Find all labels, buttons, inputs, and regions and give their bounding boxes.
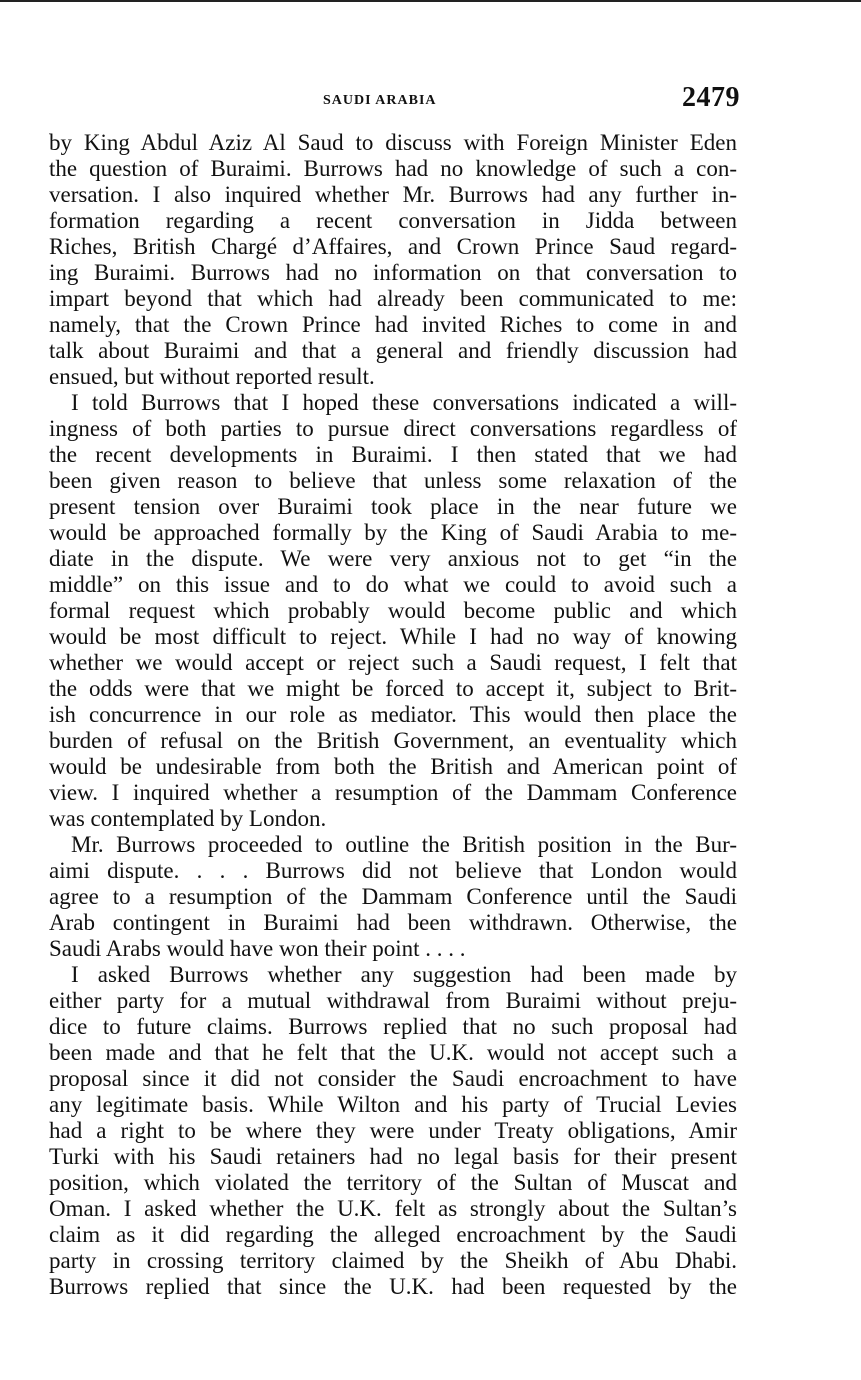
running-head-title: SAUDI ARABIA [323, 93, 437, 108]
text-line: claim as it did regarding the alleged encroachment by the Saudi [49, 1222, 737, 1247]
text-line: Arab contingent in Buraimi had been withdrawn. Otherwise, the [49, 910, 737, 935]
paragraph-first-line: I asked Burrows whether any suggestion had been made by [71, 962, 737, 987]
page-number: 2479 [682, 82, 740, 113]
text-line: formation regarding a recent conversation in Jidda between [49, 208, 737, 233]
running-head [0, 82, 861, 118]
text-line: would be approached formally by the King of Saudi Arabia to me- [49, 520, 737, 545]
text-line: view. I inquired whether a resumption of the Dammam Conference [49, 780, 737, 805]
text-line: Turki with his Saudi retainers had no legal basis for their present [49, 1144, 737, 1169]
text-line: versation. I also inquired whether Mr. Burrows had any further in- [49, 182, 737, 207]
text-line: impart beyond that which had already been communicated to me: [49, 286, 737, 311]
text-line: namely, that the Crown Prince had invited Riches to come in and [49, 312, 737, 337]
text-line: the question of Buraimi. Burrows had no knowledge of such a con- [49, 156, 737, 181]
text-line: agree to a resumption of the Dammam Conference until the Saudi [49, 884, 737, 909]
text-line: party in crossing territory claimed by the Sheikh of Abu Dhabi. [49, 1248, 737, 1273]
text-line: ing Buraimi. Burrows had no information on that conversation to [49, 260, 737, 285]
text-line: Oman. I asked whether the U.K. felt as strongly about the Sultan’s [49, 1196, 737, 1221]
text-line: present tension over Buraimi took place in the near future we [49, 494, 737, 519]
text-line: either party for a mutual withdrawal from Buraimi without preju- [49, 988, 737, 1013]
text-line: been made and that he felt that the U.K. would not accept such a [49, 1040, 737, 1065]
text-line: been given reason to believe that unless some relaxation of the [49, 468, 737, 493]
text-line: had a right to be where they were under Treaty obligations, Amir [49, 1118, 737, 1143]
top-border-rule [0, 0, 861, 2]
text-line: any legitimate basis. While Wilton and his party of Trucial Levies [49, 1092, 737, 1117]
text-line: the recent developments in Buraimi. I then stated that we had [49, 442, 737, 467]
text-line: talk about Buraimi and that a general and friendly discussion had [49, 338, 737, 363]
text-line: middle” on this issue and to do what we could to avoid such a [49, 572, 737, 597]
text-line: formal request which probably would become public and which [49, 598, 737, 623]
text-line: diate in the dispute. We were very anxious not to get “in the [49, 546, 737, 571]
text-line: proposal since it did not consider the Saudi encroachment to have [49, 1066, 737, 1091]
text-line: Saudi Arabs would have won their point . . . . [49, 936, 466, 961]
paragraph-first-line: Mr. Burrows proceeded to outline the British position in the Bur- [71, 832, 737, 857]
text-line: aimi dispute. . . . Burrows did not believe that London would [49, 858, 737, 883]
paragraph-first-line: I told Burrows that I hoped these conversations indicated a will- [71, 390, 737, 415]
text-line: ish concurrence in our role as mediator. This would then place the [49, 702, 737, 727]
body-text [49, 130, 737, 1300]
text-line: would be most difficult to reject. While I had no way of knowing [49, 624, 737, 649]
text-line: by King Abdul Aziz Al Saud to discuss with Foreign Minister Eden [49, 130, 737, 155]
text-line: ingness of both parties to pursue direct conversations regardless of [49, 416, 737, 441]
text-line: the odds were that we might be forced to accept it, subject to Brit- [49, 676, 737, 701]
text-line: was contemplated by London. [49, 806, 327, 831]
text-line: dice to future claims. Burrows replied that no such proposal had [49, 1014, 737, 1039]
text-line: would be undesirable from both the British and American point of [49, 754, 737, 779]
text-line: burden of refusal on the British Government, an eventuality which [49, 728, 737, 753]
text-line: position, which violated the territory of the Sultan of Muscat and [49, 1170, 737, 1195]
text-line: Riches, British Chargé d’Affaires, and Crown Prince Saud regard- [49, 234, 737, 259]
text-line: whether we would accept or reject such a Saudi request, I felt that [49, 650, 737, 675]
text-line: ensued, but without reported result. [49, 364, 375, 389]
text-line: Burrows replied that since the U.K. had been requested by the [49, 1274, 737, 1299]
